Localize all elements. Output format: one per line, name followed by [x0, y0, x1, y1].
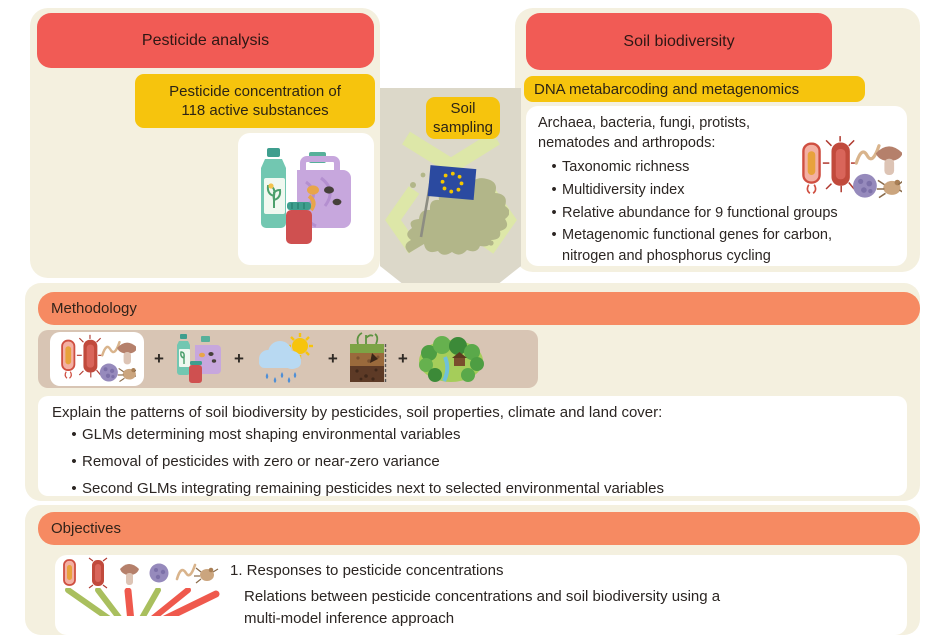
europe-map-icon: [393, 155, 509, 267]
objective-1-line1-text: Relations between pesticide concentrations and soil biodiversity using a: [244, 588, 721, 605]
methodology-bullet-1: [66, 421, 893, 448]
biodiversity-bullet-4: [546, 225, 897, 267]
response-fan-lines: [50, 588, 260, 616]
dna-tag-text: DNA metabarcoding and metagenomics: [534, 80, 800, 98]
objective-1-line2: [244, 610, 454, 627]
methodology-header-text: Methodology: [51, 300, 137, 317]
methodology-bullet-3: [66, 475, 893, 502]
biodiversity-intro-line2: nematodes and arthropods:: [538, 135, 716, 151]
bullet-dot: •: [71, 426, 77, 443]
biodiversity-bullet-1-text: Taxonomic richness: [562, 159, 690, 175]
objective-1-line2-text: multi-model inference approach: [244, 610, 455, 627]
pesticide-analysis-title-text: Pesticide analysis: [141, 31, 270, 49]
objective-1-heading-text: 1. Responses to pesticide concentrations: [230, 562, 504, 579]
eu-flag-icon: [428, 165, 477, 200]
biodiversity-intro-line1: Archaea, bacteria, fungi, protists,: [538, 115, 750, 131]
bullet-dot: •: [551, 227, 557, 243]
soil-sampling-line1: Soil: [450, 100, 476, 117]
biodiversity-bullet-4-text: Metagenomic functional genes for carbon, nitrogen and phosphorus cycling: [562, 227, 833, 264]
biodiversity-bullet-3: [546, 202, 897, 225]
pesticide-tag-line2: 118 active substances: [181, 102, 329, 119]
soil-profile-icon: [348, 332, 388, 386]
soil-biodiversity-title: [526, 13, 832, 70]
methodology-bullet-2-text: Removal of pesticides with zero or near-zero variance: [82, 453, 440, 470]
objective-1-line1: [244, 588, 720, 605]
organisms-cluster-icon: [58, 334, 137, 383]
soil-sampling-label: [426, 97, 500, 139]
methodology-content-card: [38, 396, 907, 496]
climate-icon: [254, 333, 318, 385]
plus-sign: +: [327, 349, 338, 368]
objective-1-heading: [230, 562, 504, 579]
biodiversity-bullet-2-text: Multidiversity index: [562, 182, 685, 198]
soil-organisms-icon: [50, 332, 144, 386]
methodology-bullet-2: [66, 448, 893, 475]
methodology-header: [38, 292, 920, 325]
bullet-dot: •: [71, 453, 77, 470]
methodology-bullet-3-text: Second GLMs integrating remaining pesticides next to selected environmental variables: [82, 480, 664, 497]
soil-biodiversity-title-text: Soil biodiversity: [623, 32, 735, 50]
pesticide-bottles-icon: [251, 146, 361, 252]
objectives-header-text: Objectives: [51, 520, 122, 537]
land-cover-icon: [418, 335, 484, 383]
objectives-header: [38, 512, 920, 545]
bullet-dot: •: [551, 205, 557, 221]
plus-sign: +: [154, 349, 164, 368]
plus-sign: +: [233, 349, 244, 368]
dna-metabarcoding-tag: [524, 76, 865, 102]
pesticide-tag-line1: Pesticide concentration of: [169, 83, 341, 100]
biodiversity-bullet-3-text: Relative abundance for 9 functional groups: [562, 205, 838, 221]
pesticide-analysis-title: [37, 13, 374, 68]
soil-organisms-icon: [798, 136, 902, 198]
pesticide-concentration-tag: [135, 74, 375, 128]
bullet-dot: •: [551, 159, 557, 175]
plus-sign: +: [397, 349, 408, 368]
soil-organisms-row-icon: [60, 557, 220, 589]
methodology-bullet-1-text: GLMs determining most shaping environmental variables: [82, 426, 461, 443]
soil-sampling-line2: sampling: [432, 119, 494, 136]
bullet-dot: •: [551, 182, 557, 198]
pesticide-bottles-icon: [174, 333, 224, 385]
pesticide-bottles-card: [238, 133, 374, 265]
bullet-dot: •: [71, 480, 77, 497]
methodology-icon-strip: [38, 330, 538, 388]
methodology-intro: Explain the patterns of soil biodiversity by pesticides, soil properties, climate and land cover:: [52, 404, 663, 421]
